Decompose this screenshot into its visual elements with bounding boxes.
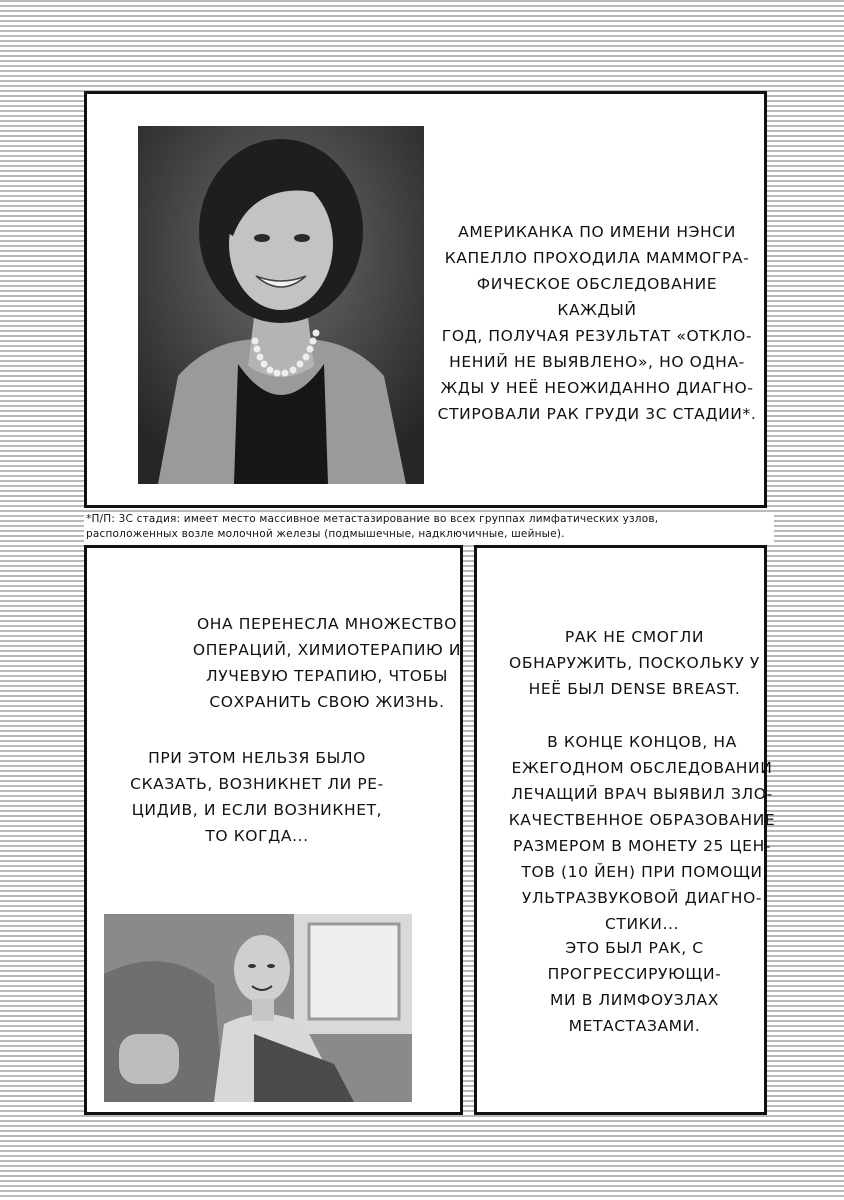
panel-intro — [84, 91, 767, 508]
translator-footnote: *П/П: 3С стадия: имеет место массивное метастазирование во всех группах лимфатических узлов, расположенных возле молочной железы (подмышечные, надключичные, шейные). — [84, 512, 774, 542]
patient-illustration — [104, 914, 412, 1102]
treatment-caption: ОНА ПЕРЕНЕСЛА МНОЖЕСТВО ОПЕРАЦИЙ, ХИМИОТЕРАПИЮ И ЛУЧЕВУЮ ТЕРАПИЮ, ЧТОБЫ СОХРАНИТЬ СВОЮ ЖИЗНЬ. — [192, 615, 462, 711]
portrait-illustration — [138, 126, 424, 484]
recurrence-caption: ПРИ ЭТОМ НЕЛЬЗЯ БЫЛО СКАЗАТЬ, ВОЗНИКНЕТ ЛИ РЕ- ЦИДИВ, И ЕСЛИ ВОЗНИКНЕТ, ТО КОГДА... — [130, 749, 384, 845]
panel-diagnosis — [474, 545, 776, 1115]
dense-breast-caption: РАК НЕ СМОГЛИ ОБНАРУЖИТЬ, ПОСКОЛЬКУ У НЕЁ БЫЛ DENSE BREAST. — [509, 628, 760, 698]
portrait-photo — [138, 126, 424, 484]
panel-treatment — [84, 545, 463, 1115]
patient-photo — [104, 914, 412, 1102]
detection-caption: В КОНЦЕ КОНЦОВ, НА ЕЖЕГОДНОМ ОБСЛЕДОВАНИИ ЛЕЧАЩИЙ ВРАЧ ВЫЯВИЛ ЗЛО- КАЧЕСТВЕННОЕ ОБРАЗОВАНИЕ РАЗМЕРОМ В МОНЕТУ 25 ЦЕН- ТОВ (10 ЙЕН) ПРИ ПОМОЩИ УЛЬТРАЗВУКОВОЙ ДИАГНО- СТИКИ... — [508, 733, 776, 933]
metastasis-caption: ЭТО БЫЛ РАК, С ПРОГРЕССИРУЮЩИ- МИ В ЛИМФОУЗЛАХ МЕТАСТАЗАМИ. — [547, 939, 722, 1035]
intro-caption: АМЕРИКАНКА ПО ИМЕНИ НЭНСИ КАПЕЛЛО ПРОХОДИЛА МАММОГРА- ФИЧЕСКОЕ ОБСЛЕДОВАНИЕ КАЖДЫЙ ГОД, ПОЛУЧАЯ РЕЗУЛЬТАТ «ОТКЛО- НЕНИЙ НЕ ВЫЯВЛЕНО», НО ОДНА- ЖДЫ У НЕЁ НЕОЖИДАННО ДИАГНО- СТИРОВАЛИ РАК ГРУДИ 3С СТАДИИ*. — [437, 223, 757, 423]
